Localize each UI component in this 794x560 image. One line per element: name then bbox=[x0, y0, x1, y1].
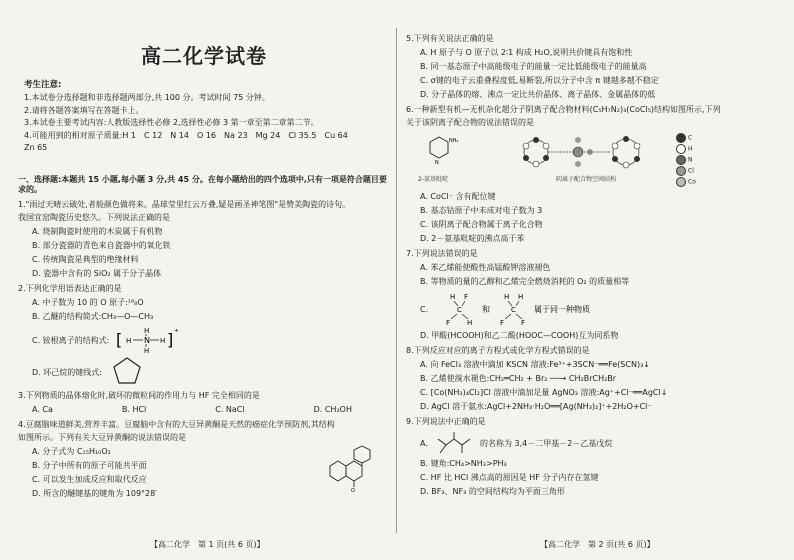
option-d: D. 瓷器中含有的 SiO₂ 属于分子晶体 bbox=[32, 269, 162, 279]
figure-caption-left: 2-氨基吡啶 bbox=[418, 176, 448, 183]
legend-item: C bbox=[676, 133, 696, 143]
question-8 bbox=[406, 346, 778, 412]
page-footer-right: 【高二化学 第 2 页(共 6 页)】 bbox=[540, 540, 655, 549]
option-b: B. 基态钴原子中未成对电子数为 3 bbox=[420, 206, 543, 215]
option-a-name: 的名称为 3,4－二甲基－2－乙基戊烷 bbox=[480, 439, 613, 448]
option-a: A. 分子式为 C₁₅H₁₀O₂ bbox=[32, 447, 111, 457]
option-c: C. 该阴离子配合物属于离子化合物 bbox=[420, 220, 543, 229]
option-a: A. CoCl⁻ 含有配位键 bbox=[420, 192, 496, 201]
option-c: C. NaCl bbox=[215, 405, 245, 415]
option-c: C. [Co(NH₃)₄Cl₂]Cl 溶液中滴加足量 AgNO₃ 溶液:Ag⁺+Cl⁻══AgCl↓ bbox=[420, 388, 668, 397]
notice-heading: 考生注意: bbox=[24, 80, 62, 90]
nh2-label: NH₂ bbox=[449, 138, 459, 144]
question-stem: 6.一种新型有机—无机杂化超分子阴离子配合物材料(C₅H₇N₂)₃(CoCl₅)结构如图所示,下列 bbox=[406, 105, 721, 114]
aminopyridine-structure-icon bbox=[420, 136, 460, 170]
notice-item: 2.请将各题答案填写在答题卡上。 bbox=[24, 105, 144, 115]
option-c bbox=[420, 291, 778, 327]
svg-text:C: C bbox=[511, 306, 516, 314]
option-a-label: A. bbox=[420, 439, 428, 448]
question-stem: 5.下列有关说法正确的是 bbox=[406, 34, 494, 43]
figure-caption-right: 阴离子配合物空间结构 bbox=[556, 176, 617, 183]
option-d bbox=[32, 356, 390, 386]
notice-item: 4.可能用到的相对原子质量:H 1 C 12 N 14 O 16 Na 23 Mg 24 Cl 35.5 Cu 64 bbox=[24, 130, 348, 140]
option-a: A. 向 FeCl₃ 溶液中滴加 KSCN 溶液:Fe³⁺+3SCN⁻══Fe(SCN)₃↓ bbox=[420, 360, 650, 369]
notice-list bbox=[24, 93, 390, 153]
svg-text:F: F bbox=[521, 319, 526, 327]
svg-text:H: H bbox=[450, 293, 456, 301]
question-4 bbox=[18, 420, 390, 499]
and-label: 和 bbox=[482, 305, 490, 314]
option-c: C. σ键的电子云重叠程度低,易断裂,所以分子中含 π 键越多越不稳定 bbox=[420, 76, 659, 85]
question-7 bbox=[406, 249, 778, 341]
option-c: C. HF 比 HCl 沸点高的原因是 HF 分子内存在氢键 bbox=[420, 473, 599, 482]
same-substance-label: 属于同一种物质 bbox=[534, 305, 590, 314]
question-stem: 1."雨过天晴云破处,者般颜色做将来。晶球莹里红云万叠,疑是画圣神笔图"是赞美陶瓷的诗句。 bbox=[18, 200, 351, 210]
option-d-label: D. 环己烷的键线式: bbox=[32, 368, 102, 378]
ammonium-h-bottom: H bbox=[144, 347, 150, 355]
question-6 bbox=[406, 105, 778, 244]
option-c: C. 传统陶瓷是典型的绝缘材料 bbox=[32, 255, 139, 265]
question-9 bbox=[406, 417, 778, 497]
ammonium-structure bbox=[114, 326, 184, 354]
bracket-left: [ bbox=[116, 330, 123, 350]
page-title: 高二化学试卷 bbox=[141, 44, 267, 68]
question-stem: 如图所示。下列有关大豆异黄酮的说法错误的是 bbox=[18, 433, 186, 443]
question-stem: 8.下列反应对应的离子方程式或化学方程式错误的是 bbox=[406, 346, 590, 355]
svg-text:F: F bbox=[464, 293, 469, 301]
complex-structure-icon bbox=[516, 130, 666, 176]
question-stem: 9.下列说法中正确的是 bbox=[406, 417, 486, 426]
ammonium-h-left: H bbox=[126, 337, 132, 346]
page-footer-left: 【高二化学 第 1 页(共 6 页)】 bbox=[150, 540, 265, 549]
option-d: D. 所含的醚键基的键角为 109°28′ bbox=[32, 489, 158, 499]
section-heading: 一、选择题:本题共 15 小题,每小题 3 分,共 45 分。在每小题给出的四个选项中,只有一项是符合题目要求的。 bbox=[18, 175, 387, 195]
option-c: C. 可以发生加成反应和取代反应 bbox=[32, 475, 147, 485]
legend-item: Co bbox=[676, 177, 696, 187]
legend-item: N bbox=[676, 155, 696, 165]
option-b: B. 同一基态原子中高能级电子的能量一定比低能级电子的能量高 bbox=[420, 62, 647, 71]
question-stem: 关于该阴离子配合物的说法错误的是 bbox=[406, 118, 534, 127]
question-stem: 2.下列化学用语表达正确的是 bbox=[18, 284, 122, 294]
question-stem: 7.下列说法错误的是 bbox=[406, 249, 478, 258]
notice-item: 1.本试卷分选择题和非选择题两部分,共 100 分。考试时间 75 分钟。 bbox=[24, 93, 270, 103]
option-b: B. 分子中所有的原子可能共平面 bbox=[32, 461, 147, 471]
svg-text:H: H bbox=[504, 293, 510, 301]
option-d: D. BF₃、NF₃ 的空间结构均为平面三角形 bbox=[420, 487, 565, 496]
option-d: D. AgCl 溶于氨水:AgCl+2NH₃·H₂O══[Ag(NH₃)₂]⁺+2H₂O+Cl⁻ bbox=[420, 402, 652, 411]
question-stem: 4.豆腐脑味道鲜美,营养丰富。豆腐脑中含有的大豆异黄酮是天然的癌症化学预防剂,其结构 bbox=[18, 420, 335, 430]
option-c-label: C. 铵根离子的结构式: bbox=[32, 336, 110, 346]
option-b: B. HCl bbox=[121, 405, 147, 415]
options-row bbox=[32, 405, 352, 415]
question-stem: 3.下列物质的晶体熔化时,破坏的微粒间的作用力与 HF 完全相同的是 bbox=[18, 391, 260, 401]
question-5 bbox=[406, 34, 778, 100]
option-a: A. 苯乙烯能使酸性高锰酸钾溶液褪色 bbox=[420, 263, 551, 272]
ammonium-h-right: H bbox=[160, 337, 166, 346]
svg-text:N: N bbox=[435, 160, 439, 166]
legend-item: Cl bbox=[676, 166, 696, 176]
svg-text:H: H bbox=[518, 293, 524, 301]
ammonium-charge: ⁺ bbox=[174, 328, 179, 339]
dihalomethane-structures bbox=[440, 291, 640, 327]
option-b: B. 乙醚的结构简式:CH₃—O—CH₃ bbox=[32, 312, 154, 322]
question-3 bbox=[18, 391, 390, 415]
column-divider bbox=[396, 28, 397, 533]
option-a: A. 中子数为 10 的 O 原子:¹⁸₈O bbox=[32, 298, 144, 308]
svg-text:F: F bbox=[500, 319, 505, 327]
cyclopentane-icon bbox=[112, 356, 142, 386]
svg-text:O: O bbox=[351, 488, 355, 493]
right-column bbox=[406, 0, 778, 560]
notice-item: Zn 65 bbox=[24, 143, 48, 153]
option-d: D. 分子晶体的熔、沸点一定比共价晶体、离子晶体、金属晶体的低 bbox=[420, 90, 656, 99]
bracket-right: ] bbox=[167, 330, 174, 350]
alkane-skeleton-icon bbox=[436, 431, 476, 455]
option-a: A. H 原子与 O 原子以 2∶1 构成 H₂O,说明共价键具有饱和性 bbox=[420, 48, 633, 57]
ammonium-n: N bbox=[144, 336, 150, 346]
option-d: D. 2－氨基吡啶的沸点高于苯 bbox=[420, 234, 525, 243]
notice-item: 3.本试卷主要考试内容:人教版选择性必修 2,选择性必修 3 第一章至第二章第二节。 bbox=[24, 118, 319, 128]
option-a bbox=[420, 431, 778, 455]
svg-text:C: C bbox=[457, 306, 462, 314]
option-d: D. CH₃OH bbox=[313, 405, 352, 415]
option-b: B. 部分瓷器的青色来自瓷器中的氧化铁 bbox=[32, 241, 171, 251]
isoflavone-structure-icon bbox=[318, 442, 378, 492]
ammonium-h-top: H bbox=[144, 327, 150, 336]
svg-text:H: H bbox=[467, 319, 473, 327]
figure-row bbox=[406, 130, 778, 188]
left-column bbox=[18, 0, 390, 560]
option-c bbox=[32, 326, 390, 355]
question-stem: 我国宜窑陶瓷历史悠久。下列说法正确的是 bbox=[18, 213, 170, 223]
question-2 bbox=[18, 284, 390, 386]
figure-legend bbox=[676, 132, 696, 188]
legend-item: H bbox=[676, 144, 696, 154]
question-1 bbox=[18, 200, 390, 279]
option-a: A. Ca bbox=[32, 405, 53, 415]
option-b: B. 乙烯使溴水褪色:CH₂═CH₂ + Br₂ ──→ CH₂BrCH₂Br bbox=[420, 374, 617, 383]
option-d: D. 甲酸(HCOOH)和乙二酸(HOOC—COOH)互为同系物 bbox=[420, 331, 619, 340]
option-b: B. 等物质的量的乙醇和乙烯完全燃烧消耗的 O₂ 的质量相等 bbox=[420, 277, 630, 286]
option-c-label: C. bbox=[420, 305, 429, 314]
option-b: B. 键角:CH₄>NH₃>PH₃ bbox=[420, 459, 507, 468]
svg-text:F: F bbox=[446, 319, 451, 327]
option-a: A. 烧制陶瓷时使用的木炭属于有机物 bbox=[32, 227, 163, 237]
